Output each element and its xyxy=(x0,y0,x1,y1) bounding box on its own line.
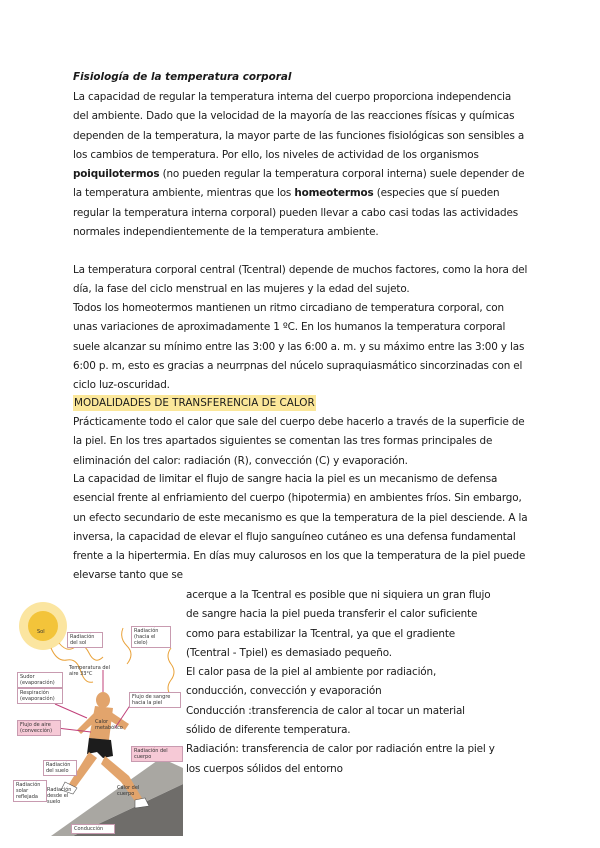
label-radiacion-suelo: Radiación del suelo xyxy=(43,760,77,776)
side-line: acerque a la Tcentral es posible que ni siquiera un gran flujo xyxy=(186,589,491,601)
label-radiacion-cuerpo: Radiación del cuerpo xyxy=(131,746,183,762)
sun-icon xyxy=(28,611,58,641)
label-radiacion-sol: Radiación del sol xyxy=(67,632,103,648)
intro-text-3: (especies que sí pueden regular la temperatura interna corporal) pueden llevar a cabo casi todas las actividades normales independientemente de la temperatura ambiente. xyxy=(73,187,519,239)
side-text-block xyxy=(186,586,531,779)
label-flujo-sangre: Flujo de sangre hacia la piel xyxy=(129,692,181,708)
paragraph-intro xyxy=(73,88,529,242)
radiation-wave xyxy=(122,628,131,664)
label-radiacion-reflejada: Radiación solar reflejada xyxy=(13,780,47,802)
section-heading: MODALIDADES DE TRANSFERENCIA DE CALOR xyxy=(74,397,315,409)
paragraph-flujo-sanguineo: La capacidad de limitar el flujo de sangre hacia la piel es un mecanismo de defensa esencial frente al enfriamiento del cuerpo (hipotermia) en ambientes fríos. Sin embargo, un efecto secundario de este mecanismo es que la temperatura de la piel desciende. A la inversa, la capacidad de elevar el flujo sanguíneo cutáneo es una defensa fundamental frente a la hipertermia. En días muy calurosos en los que la temperatura de la piel puede elevarse tanto que se xyxy=(73,473,528,582)
side-line: El calor pasa de la piel al ambiente por radiación, xyxy=(186,666,437,679)
side-line: de sangre hacia la piel pueda transferir el calor suficiente xyxy=(186,608,478,621)
side-line: los cuerpos sólidos del entorno xyxy=(186,762,343,775)
runner-head xyxy=(96,692,110,708)
intro-text-1: La capacidad de regular la temperatura interna del cuerpo proporciona independencia del ambiente. Dado que la velocidad de la mayoría de las reacciones físicas y químicas dependen de la temperatura, la mayor parte de las funciones fisiológicas son sensibles a los cambios de temperatura. Por ello, los niveles de actividad de los organismos xyxy=(73,91,525,161)
term-poiquilotermos: poiquilotermos xyxy=(73,168,160,181)
document-title: Fisiología de la temperatura corporal xyxy=(73,71,292,83)
label-calor-cuerpo: Calor del cuerpo xyxy=(117,785,140,797)
term-homeotermos: homeotermos xyxy=(294,187,374,200)
side-line: Conducción :transferencia de calor al tocar un material xyxy=(186,704,465,717)
label-sol: Sol xyxy=(37,629,45,635)
label-respiracion: Respiración (evaporación) xyxy=(17,688,63,704)
side-line: sólido de diferente temperatura. xyxy=(186,724,351,737)
intro-text-2: (no pueden regular la temperatura corporal interna) suele depender de la temperatura ambiente, mientras que los xyxy=(73,168,525,200)
label-radiacion-cielo: Radiación (hacia el cielo) xyxy=(131,626,171,648)
label-conduccion: Conducción xyxy=(71,824,115,834)
side-line: Radiación: transferencia de calor por radiación entre la piel y xyxy=(186,743,495,756)
heat-transfer-illustration xyxy=(11,588,183,836)
label-flujo-aire: Flujo de aire (convección) xyxy=(17,720,61,736)
side-line: conducción, convección y evaporación xyxy=(186,685,382,698)
paragraph-circadiano: Todos los homeotermos mantienen un ritmo circadiano de temperatura corporal, con unas variaciones de aproximadamente 1 ºC. En los humanos la temperatura corporal suele alcanzar su mínimo entre las 3:00 y las 6:00 a. m. y su máximo entre las 3:00 y las 6:00 p. m, esto es gracias a neurrpnas del núcelo supraquiasmático sincorzinadas con el ciclo luz-oscuridad. xyxy=(73,302,525,392)
label-pista: Radiación desde el suelo xyxy=(47,787,72,805)
label-sudor: Sudor (evaporación) xyxy=(17,672,63,688)
radiation-wave xyxy=(168,648,174,696)
label-calor-metabolico: Calor metabólico xyxy=(95,719,123,731)
side-line: (Tcentral - Tpiel) es demasiado pequeño. xyxy=(186,646,392,659)
paragraph-tcentral: La temperatura corporal central (Tcentral) depende de muchos factores, como la hora del día, la fase del ciclo menstrual en las mujeres y la edad del sujeto. xyxy=(73,264,528,296)
side-line: como para estabilizar la Tcentral, ya que el gradiente xyxy=(186,627,456,640)
label-temperatura-aire: Temperatura del aire 33°C xyxy=(69,665,110,677)
heat-arrow xyxy=(55,704,87,718)
paragraph-transferencia: Prácticamente todo el calor que sale del cuerpo debe hacerlo a través de la superficie de la piel. En los tres apartados siguientes se comentan las tres formas principales de eliminación del calor: radiación (R), convección (C) y evaporación. xyxy=(73,416,525,467)
